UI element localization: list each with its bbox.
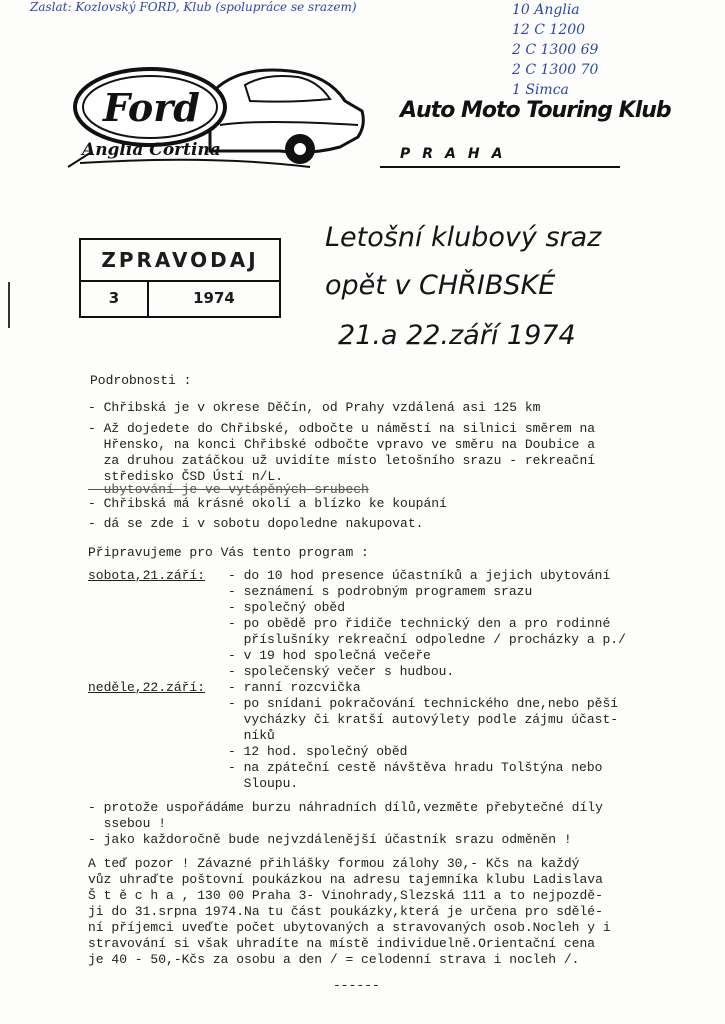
closing-line: A teď pozor ! Závazné přihlášky formou zálohy 30,- Kčs na každý: [88, 856, 580, 871]
sunday-item: - po snídani pokračování technického dne,nebo pěší: [228, 696, 619, 711]
bulletin-title: ZPRAVODAJ: [81, 240, 279, 282]
closing-line: ji do 31.srpna 1974.Na tu část poukázky,která je určena pro sdělé-: [88, 904, 603, 919]
saturday-item: - společenský večer s hudbou.: [228, 664, 455, 679]
details-line: - dá se zde i v sobotu dopoledne nakupovat.: [88, 516, 424, 531]
details-heading: Podrobnosti :: [90, 373, 192, 388]
note-line: - jako každoročně bude nejvzdálenější účastník srazu odměněn !: [88, 832, 572, 847]
note-line: - protože uspořádáme burzu náhradních dílů,vezměte přebytečné díly: [88, 800, 603, 815]
sunday-item: Sloupu.: [228, 776, 299, 791]
handwritten-note-line: 12 C 1200: [512, 22, 586, 38]
note-line: ssebou !: [88, 816, 167, 831]
saturday-item: - do 10 hod presence účastníků a jejich ubytování: [228, 568, 611, 583]
sunday-item: - 12 hod. společný oběd: [228, 744, 408, 759]
saturday-item: - v 19 hod společná večeře: [228, 648, 431, 663]
details-line: - Chřibská je v okrese Děčín, od Prahy vzdálená asi 125 km: [88, 400, 541, 415]
end-rule: ------: [333, 978, 380, 993]
ford-logo-text: Ford: [103, 85, 200, 130]
bulletin-box: [79, 238, 281, 318]
details-line: - Až dojedete do Chřibské, odbočte u náměstí na silnici směrem na: [88, 421, 596, 436]
details-line: za druhou zatáčkou už uvidíte místo letošního srazu - rekreační: [88, 453, 596, 468]
club-logo: [400, 98, 671, 162]
ford-models-text: Anglia Cortina: [82, 140, 221, 160]
sunday-item: - ranní rozcvička: [228, 680, 361, 695]
saturday-item: příslušníky rekreační odpoledne / procházky a p./: [228, 632, 626, 647]
closing-line: je 40 - 50,-Kčs za osobu a den / = celodenní strava i nocleh /.: [88, 952, 580, 967]
program-heading: Připravujeme pro Vás tento program :: [88, 545, 369, 560]
headline-line-1: Letošní klubový sraz: [325, 222, 602, 253]
details-line: - Chřibská má krásné okolí a blízko ke koupání: [88, 496, 447, 511]
sunday-label: neděle,22.září:: [88, 680, 206, 695]
saturday-item: - společný oběd: [228, 600, 346, 615]
sunday-item: níků: [228, 728, 275, 743]
club-city: PRAHA: [400, 146, 515, 162]
closing-line: ní příjemci uveďte počet ubytovaných a stravovaných osob.Nocleh y i: [88, 920, 611, 935]
headline-line-2: opět v CHŘIBSKÉ: [325, 270, 556, 301]
handwritten-note-line: 1 Simca: [512, 82, 569, 98]
sunday-item: vycházky či kratší autovýlety podle zájmu účast-: [228, 712, 619, 727]
club-name: Auto Moto Touring Klub: [400, 98, 671, 123]
handwritten-note-line: 2 C 1300 69: [512, 42, 599, 58]
club-logo-rule: [380, 166, 620, 168]
details-line: středisko ČSD Ústí n/L.: [88, 469, 284, 484]
handwritten-top-note: Zaslat: Kozlovský FORD, Klub (spolupráce se srazem): [30, 0, 357, 14]
bulletin-issue: 3: [81, 280, 149, 316]
details-line-struck: ubytování je ve vytápěných srubech: [88, 482, 369, 497]
sunday-item: - na zpáteční cestě návštěva hradu Tolštýna nebo: [228, 760, 603, 775]
saturday-item: - po obědě pro řidiče technický den a pro rodinné: [228, 616, 611, 631]
headline-line-3: 21.a 22.září 1974: [338, 320, 576, 351]
margin-mark: [8, 282, 10, 328]
handwritten-note-line: 2 C 1300 70: [512, 62, 599, 78]
details-line: Hřensko, na konci Chřibské odbočte vpravo ve směru na Doubice a: [88, 437, 596, 452]
closing-line: stravování si však uhradíte na místě individuelně.Orientační cena: [88, 936, 596, 951]
handwritten-note-line: 10 Anglia: [512, 2, 580, 18]
closing-line: Š t ě c h a , 130 00 Praha 3- Vinohrady,Slezská 111 a to nejpozdě-: [88, 888, 603, 903]
saturday-label: sobota,21.září:: [88, 568, 206, 583]
saturday-item: - seznámení s podrobným programem srazu: [228, 584, 533, 599]
bulletin-year: 1974: [193, 289, 235, 307]
closing-line: vůz uhraďte poštovní poukázkou na adresu tajemníka klubu Ladislava: [88, 872, 603, 887]
